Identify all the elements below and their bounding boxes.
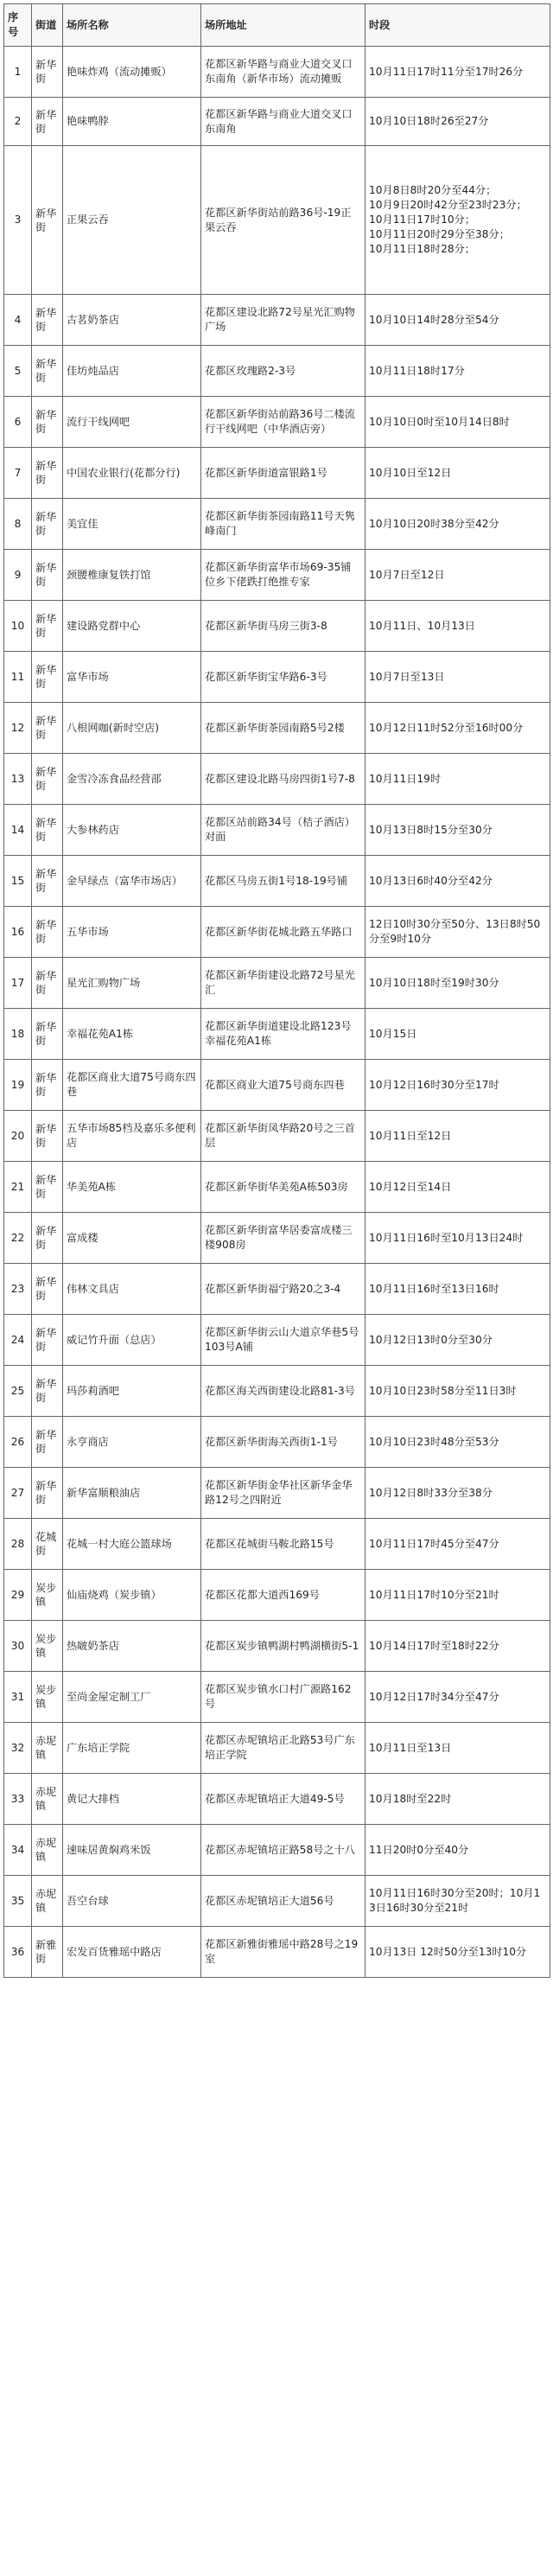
cell-venue: 中国农业银行(花都分行) [63, 448, 201, 499]
cell-time: 10月11日17时45分至47分 [365, 1519, 550, 1570]
table-row [4, 703, 550, 754]
table-row [4, 958, 550, 1009]
header-row [4, 4, 550, 47]
table-body [4, 47, 550, 1978]
cell-address: 花都区新华街道富银路1号 [201, 448, 365, 499]
cell-address: 花都区炭步镇鸭湖村鸭湖横街5-1 [201, 1621, 365, 1672]
cell-address: 花都区新华街华美苑A栋503房 [201, 1162, 365, 1213]
cell-seq: 11 [4, 652, 32, 703]
cell-venue: 吾空台球 [63, 1876, 201, 1927]
table-row [4, 1315, 550, 1366]
cell-time: 11日20时0分至40分 [365, 1825, 550, 1876]
table-row [4, 1519, 550, 1570]
table-row [4, 1927, 550, 1978]
cell-time: 10月11日18时17分 [365, 346, 550, 397]
cell-address: 花都区新雅街雅瑶中路28号之19室 [201, 1927, 365, 1978]
cell-street: 新华街 [32, 1468, 63, 1519]
header-street: 街道 [32, 4, 63, 47]
table-row [4, 652, 550, 703]
cell-address: 花都区赤坭镇培正大道56号 [201, 1876, 365, 1927]
cell-seq: 23 [4, 1264, 32, 1315]
cell-time: 10月12日13时0分至30分 [365, 1315, 550, 1366]
cell-venue: 富成楼 [63, 1213, 201, 1264]
cell-street: 新华街 [32, 1009, 63, 1060]
cell-venue: 正果云吞 [63, 146, 201, 295]
cell-address: 花都区新华街富华市场69-35铺位乡下佬跌打绝推专家 [201, 550, 365, 601]
table-row [4, 1672, 550, 1723]
cell-seq: 34 [4, 1825, 32, 1876]
cell-seq: 9 [4, 550, 32, 601]
cell-time: 10月10日18时至19时30分 [365, 958, 550, 1009]
cell-street: 新华街 [32, 295, 63, 346]
cell-seq: 28 [4, 1519, 32, 1570]
cell-street: 赤坭镇 [32, 1774, 63, 1825]
cell-street: 新华街 [32, 958, 63, 1009]
cell-time: 12日10时30分至50分、13日8时50分至9时10分 [365, 907, 550, 958]
cell-venue: 建设路党群中心 [63, 601, 201, 652]
table-row [4, 907, 550, 958]
table-row [4, 856, 550, 907]
cell-address: 花都区海关西街建设北路81-3号 [201, 1366, 365, 1417]
table-row [4, 1162, 550, 1213]
cell-address: 花都区马房五街1号18-19号铺 [201, 856, 365, 907]
cell-street: 炭步镇 [32, 1672, 63, 1723]
cell-venue: 永亨商店 [63, 1417, 201, 1468]
cell-seq: 18 [4, 1009, 32, 1060]
cell-venue: 星光汇购物广场 [63, 958, 201, 1009]
cell-street: 新华街 [32, 1366, 63, 1417]
cell-seq: 4 [4, 295, 32, 346]
cell-street: 赤坭镇 [32, 1723, 63, 1774]
cell-time: 10月11日16时至10月13日24时 [365, 1213, 550, 1264]
cell-venue: 大参林药店 [63, 805, 201, 856]
cell-time: 10月11日17时10分至21时 [365, 1570, 550, 1621]
cell-time: 10月11日、10月13日 [365, 601, 550, 652]
venue-table [3, 3, 550, 1978]
cell-time: 10月10日23时58分至11日3时 [365, 1366, 550, 1417]
header-time: 时段 [365, 4, 550, 47]
cell-seq: 8 [4, 499, 32, 550]
cell-street: 炭步镇 [32, 1621, 63, 1672]
cell-street: 新华街 [32, 652, 63, 703]
cell-address: 花都区新华街福宁路20之3-4 [201, 1264, 365, 1315]
cell-address: 花都区新华街站前路36号-19正果云吞 [201, 146, 365, 295]
cell-address: 花都区花都大道西169号 [201, 1570, 365, 1621]
cell-seq: 25 [4, 1366, 32, 1417]
cell-seq: 31 [4, 1672, 32, 1723]
cell-seq: 20 [4, 1111, 32, 1162]
cell-seq: 13 [4, 754, 32, 805]
cell-address: 花都区建设北路72号星光汇购物广场 [201, 295, 365, 346]
cell-address: 花都区新华街站前路36号二楼流行干线网吧（中华酒店旁） [201, 397, 365, 448]
header-address: 场所地址 [201, 4, 365, 47]
table-row [4, 754, 550, 805]
cell-time: 10月8日8时20分至44分； 10月9日20时42分至23时23分； 10月11日17时10分； 10月11日20时29分至38分； 10月11日18时28分； [365, 146, 550, 295]
cell-venue: 花城一村大庭公篮球场 [63, 1519, 201, 1570]
cell-seq: 15 [4, 856, 32, 907]
cell-venue: 流行干线网吧 [63, 397, 201, 448]
cell-seq: 21 [4, 1162, 32, 1213]
cell-venue: 幸福花苑A1栋 [63, 1009, 201, 1060]
cell-time: 10月11日至12日 [365, 1111, 550, 1162]
cell-venue: 花都区商业大道75号商东四巷 [63, 1060, 201, 1111]
cell-time: 10月15日 [365, 1009, 550, 1060]
cell-venue: 仙庙烧鸡（炭步镇） [63, 1570, 201, 1621]
cell-venue: 华美苑A栋 [63, 1162, 201, 1213]
cell-address: 花都区花城街马鞍北路15号 [201, 1519, 365, 1570]
cell-seq: 1 [4, 47, 32, 98]
cell-time: 10月7日至13日 [365, 652, 550, 703]
table-row [4, 98, 550, 146]
cell-address: 花都区炭步镇水口村广源路162号 [201, 1672, 365, 1723]
cell-venue: 黄记大排档 [63, 1774, 201, 1825]
cell-time: 10月14日17时至18时22分 [365, 1621, 550, 1672]
cell-street: 新华街 [32, 1162, 63, 1213]
cell-seq: 3 [4, 146, 32, 295]
cell-seq: 24 [4, 1315, 32, 1366]
table-row [4, 1111, 550, 1162]
cell-address: 花都区新华街茶园南路11号天隽峰南门 [201, 499, 365, 550]
cell-venue: 艳味鸭脖 [63, 98, 201, 146]
cell-venue: 五华市场 [63, 907, 201, 958]
cell-venue: 五华市场85档及嘉乐多便利店 [63, 1111, 201, 1162]
table-row [4, 1366, 550, 1417]
cell-street: 新华街 [32, 856, 63, 907]
cell-seq: 30 [4, 1621, 32, 1672]
cell-venue: 玛莎莉酒吧 [63, 1366, 201, 1417]
table-row [4, 1213, 550, 1264]
cell-time: 10月11日17时11分至17时26分 [365, 47, 550, 98]
cell-street: 炭步镇 [32, 1570, 63, 1621]
cell-address: 花都区新华街云山大道京华巷5号103号A铺 [201, 1315, 365, 1366]
cell-address: 花都区商业大道75号商东四巷 [201, 1060, 365, 1111]
cell-seq: 7 [4, 448, 32, 499]
cell-street: 新华街 [32, 907, 63, 958]
cell-time: 10月10日23时48分至53分 [365, 1417, 550, 1468]
cell-street: 新华街 [32, 1264, 63, 1315]
cell-venue: 美宜佳 [63, 499, 201, 550]
cell-venue: 八根网咖(新时空店) [63, 703, 201, 754]
table-row [4, 1468, 550, 1519]
cell-time: 10月11日至13日 [365, 1723, 550, 1774]
table-row [4, 1009, 550, 1060]
cell-address: 花都区新华街马房三街3-8 [201, 601, 365, 652]
table-row [4, 1774, 550, 1825]
cell-venue: 金雪冷冻食品经营部 [63, 754, 201, 805]
cell-seq: 12 [4, 703, 32, 754]
cell-address: 花都区新华街凤华路20号之三首层 [201, 1111, 365, 1162]
table-row [4, 1825, 550, 1876]
cell-venue: 热啵奶茶店 [63, 1621, 201, 1672]
table-row [4, 805, 550, 856]
cell-seq: 36 [4, 1927, 32, 1978]
cell-address: 花都区赤坭镇培正北路53号广东培正学院 [201, 1723, 365, 1774]
cell-street: 新华街 [32, 146, 63, 295]
cell-street: 新华街 [32, 346, 63, 397]
cell-street: 新雅街 [32, 1927, 63, 1978]
cell-street: 新华街 [32, 499, 63, 550]
cell-street: 新华街 [32, 397, 63, 448]
cell-time: 10月7日至12日 [365, 550, 550, 601]
cell-venue: 金早绿点（富华市场店） [63, 856, 201, 907]
cell-seq: 14 [4, 805, 32, 856]
cell-seq: 5 [4, 346, 32, 397]
header-venue: 场所名称 [63, 4, 201, 47]
cell-seq: 6 [4, 397, 32, 448]
cell-seq: 16 [4, 907, 32, 958]
table-row [4, 1060, 550, 1111]
table-row [4, 601, 550, 652]
cell-street: 新华街 [32, 47, 63, 98]
cell-venue: 富华市场 [63, 652, 201, 703]
cell-address: 花都区玫瑰路2-3号 [201, 346, 365, 397]
cell-street: 新华街 [32, 601, 63, 652]
cell-street: 赤坭镇 [32, 1876, 63, 1927]
cell-seq: 32 [4, 1723, 32, 1774]
table-row [4, 550, 550, 601]
cell-address: 花都区新华街花城北路五华路口 [201, 907, 365, 958]
cell-time: 10月10日至12日 [365, 448, 550, 499]
cell-seq: 29 [4, 1570, 32, 1621]
cell-street: 新华街 [32, 754, 63, 805]
header-seq: 序号 [4, 4, 32, 47]
cell-address: 花都区新华街海关西街1-1号 [201, 1417, 365, 1468]
cell-time: 10月10日18时26至27分 [365, 98, 550, 146]
cell-venue: 伟林文具店 [63, 1264, 201, 1315]
cell-time: 10月13日 12时50分至13时10分 [365, 1927, 550, 1978]
cell-street: 新华街 [32, 98, 63, 146]
table-row [4, 295, 550, 346]
cell-address: 花都区建设北路马房四街1号7-8 [201, 754, 365, 805]
cell-address: 花都区新华街建设北路72号星光汇 [201, 958, 365, 1009]
table-row [4, 146, 550, 295]
cell-time: 10月13日8时15分至30分 [365, 805, 550, 856]
cell-address: 花都区新华街金华社区新华金华路12号之四附近 [201, 1468, 365, 1519]
table-row [4, 448, 550, 499]
cell-venue: 速味居黄焖鸡米饭 [63, 1825, 201, 1876]
cell-address: 花都区新华路与商业大道交叉口东南角（新华市场）流动摊贩 [201, 47, 365, 98]
table-row [4, 1264, 550, 1315]
cell-time: 10月12日8时33分至38分 [365, 1468, 550, 1519]
cell-venue: 威记竹升面（总店） [63, 1315, 201, 1366]
cell-venue: 佳坊炖品店 [63, 346, 201, 397]
cell-time: 10月12日16时30分至17时 [365, 1060, 550, 1111]
table-row [4, 1417, 550, 1468]
cell-street: 新华街 [32, 1315, 63, 1366]
cell-address: 花都区新华街宝华路6-3号 [201, 652, 365, 703]
cell-address: 花都区站前路34号（桔子酒店）对面 [201, 805, 365, 856]
cell-seq: 26 [4, 1417, 32, 1468]
cell-street: 新华街 [32, 1060, 63, 1111]
cell-seq: 33 [4, 1774, 32, 1825]
cell-time: 10月12日17时34分至47分 [365, 1672, 550, 1723]
cell-time: 10月12日11时52分至16时00分 [365, 703, 550, 754]
table-row [4, 346, 550, 397]
cell-venue: 艳味炸鸡（流动摊贩） [63, 47, 201, 98]
table-row [4, 47, 550, 98]
cell-address: 花都区新华街道建设北路123号幸福花苑A1栋 [201, 1009, 365, 1060]
cell-time: 10月11日16时至13日16时 [365, 1264, 550, 1315]
cell-street: 新华街 [32, 550, 63, 601]
cell-seq: 2 [4, 98, 32, 146]
table-header [4, 4, 550, 47]
cell-time: 10月11日16时30分至20时；10月13日16时30分至21时 [365, 1876, 550, 1927]
cell-venue: 新华富顺粮油店 [63, 1468, 201, 1519]
cell-time: 10月11日19时 [365, 754, 550, 805]
cell-address: 花都区新华街茶园南路5号2楼 [201, 703, 365, 754]
table-row [4, 1570, 550, 1621]
cell-street: 新华街 [32, 703, 63, 754]
cell-venue: 广东培正学院 [63, 1723, 201, 1774]
cell-venue: 颈腰椎康复铁打馆 [63, 550, 201, 601]
cell-street: 新华街 [32, 1111, 63, 1162]
cell-venue: 至尚金屋定制工厂 [63, 1672, 201, 1723]
cell-address: 花都区赤坭镇培正大道49-5号 [201, 1774, 365, 1825]
table-row [4, 1621, 550, 1672]
table-row [4, 1723, 550, 1774]
cell-seq: 22 [4, 1213, 32, 1264]
cell-venue: 古茗奶茶店 [63, 295, 201, 346]
cell-seq: 19 [4, 1060, 32, 1111]
cell-address: 花都区新华路与商业大道交叉口东南角 [201, 98, 365, 146]
table-row [4, 397, 550, 448]
cell-time: 10月12日至14日 [365, 1162, 550, 1213]
table-row [4, 1876, 550, 1927]
cell-seq: 10 [4, 601, 32, 652]
cell-seq: 35 [4, 1876, 32, 1927]
cell-address: 花都区新华街富华居委富成楼三楼908房 [201, 1213, 365, 1264]
table-row [4, 499, 550, 550]
cell-time: 10月13日6时40分至42分 [365, 856, 550, 907]
cell-time: 10月18时至22时 [365, 1774, 550, 1825]
cell-address: 花都区赤坭镇培正路58号之十八 [201, 1825, 365, 1876]
cell-time: 10月10日0时至10月14日8时 [365, 397, 550, 448]
cell-street: 新华街 [32, 805, 63, 856]
cell-seq: 17 [4, 958, 32, 1009]
cell-street: 新华街 [32, 1417, 63, 1468]
cell-seq: 27 [4, 1468, 32, 1519]
cell-time: 10月10日14时28分至54分 [365, 295, 550, 346]
cell-street: 赤坭镇 [32, 1825, 63, 1876]
cell-street: 新华街 [32, 448, 63, 499]
cell-venue: 宏发百货雅瑶中路店 [63, 1927, 201, 1978]
cell-time: 10月10日20时38分至42分 [365, 499, 550, 550]
cell-street: 花城街 [32, 1519, 63, 1570]
cell-street: 新华街 [32, 1213, 63, 1264]
